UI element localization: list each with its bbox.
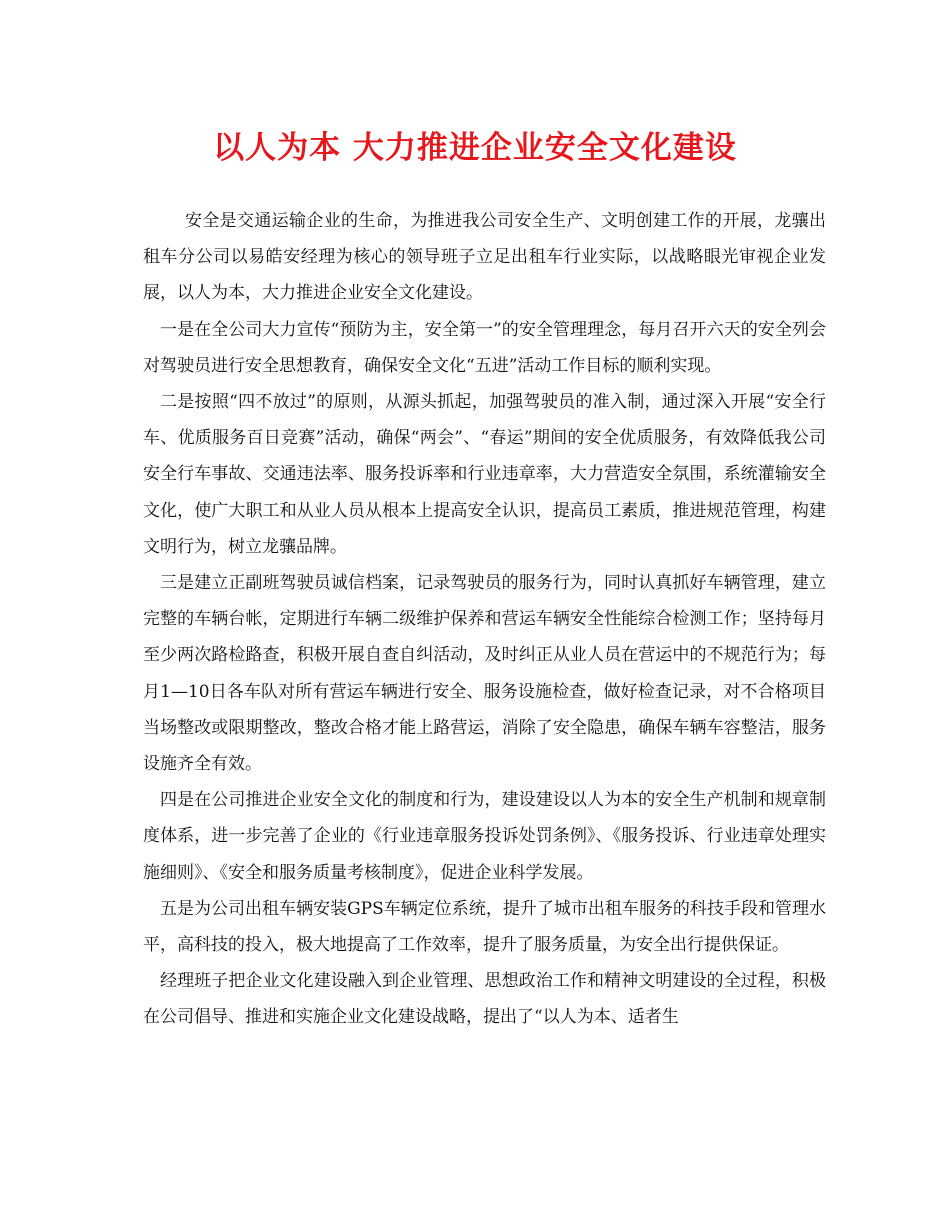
paragraph-point-1: 一是在全公司大力宣传“预防为主，安全第一”的安全管理理念，每月召开六天的安全列会对驾驶员进行安全思想教育，确保安全文化“五进”活动工作目标的顺利实现。 [143, 319, 826, 376]
document-body [143, 203, 826, 1036]
paragraph-conclusion: 经理班子把企业文化建设融入到企业管理、思想政治工作和精神文明建设的全过程，积极在公司倡导、推进和实施企业文化建设战略，提出了“以人为本、适者生 [143, 971, 826, 1028]
paragraph-point-3: 三是建立正副班驾驶员诚信档案，记录驾驶员的服务行为，同时认真抓好车辆管理，建立完整的车辆台帐，定期进行车辆二级维护保养和营运车辆安全性能综合检测工作；坚持每月至少两次路检路查，积极开展自查自纠活动，及时纠正从业人员在营运中的不规范行为；每月1—10日各车队对所有营运车辆进行安全、服务设施检查，做好检查记录，对不合格项目当场整改或限期整改，整改合格才能上路营运，消除了安全隐患，确保车辆车容整洁，服务设施齐全有效。 [143, 573, 826, 775]
paragraph-point-2: 二是按照“四不放过”的原则，从源头抓起，加强驾驶员的准入制，通过深入开展“安全行车、优质服务百日竞赛”活动，确保“两会”、“春运”期间的安全优质服务，有效降低我公司安全行车事故、交通违法率、服务投诉率和行业违章率，大力营造安全氛围，系统灌输安全文化，使广大职工和从业人员从根本上提高安全认识，提高员工素质，推进规范管理，构建文明行为，树立龙骧品牌。 [143, 392, 826, 557]
paragraph-point-4: 四是在公司推进企业安全文化的制度和行为，建设建设以人为本的安全生产机制和规章制度体系，进一步完善了企业的《行业违章服务投诉处罚条例》、《服务投诉、行业违章处理实施细则》、《安全和服务质量考核制度》，促进企业科学发展。 [143, 790, 826, 883]
document-title: 以人为本 大力推进企业安全文化建设 [213, 130, 737, 166]
paragraph-point-5: 五是为公司出租车辆安装GPS车辆定位系统，提升了城市出租车服务的科技手段和管理水平，高科技的投入，极大地提高了工作效率，提升了服务质量，为安全出行提供保证。 [143, 898, 826, 956]
paragraph-intro: 安全是交通运输企业的生命，为推进我公司安全生产、文明创建工作的开展，龙骧出租车分公司以易皓安经理为核心的领导班子立足出租车行业实际，以战略眼光审视企业发展，以人为本，大力推进企业安全文化建设。 [143, 211, 826, 304]
